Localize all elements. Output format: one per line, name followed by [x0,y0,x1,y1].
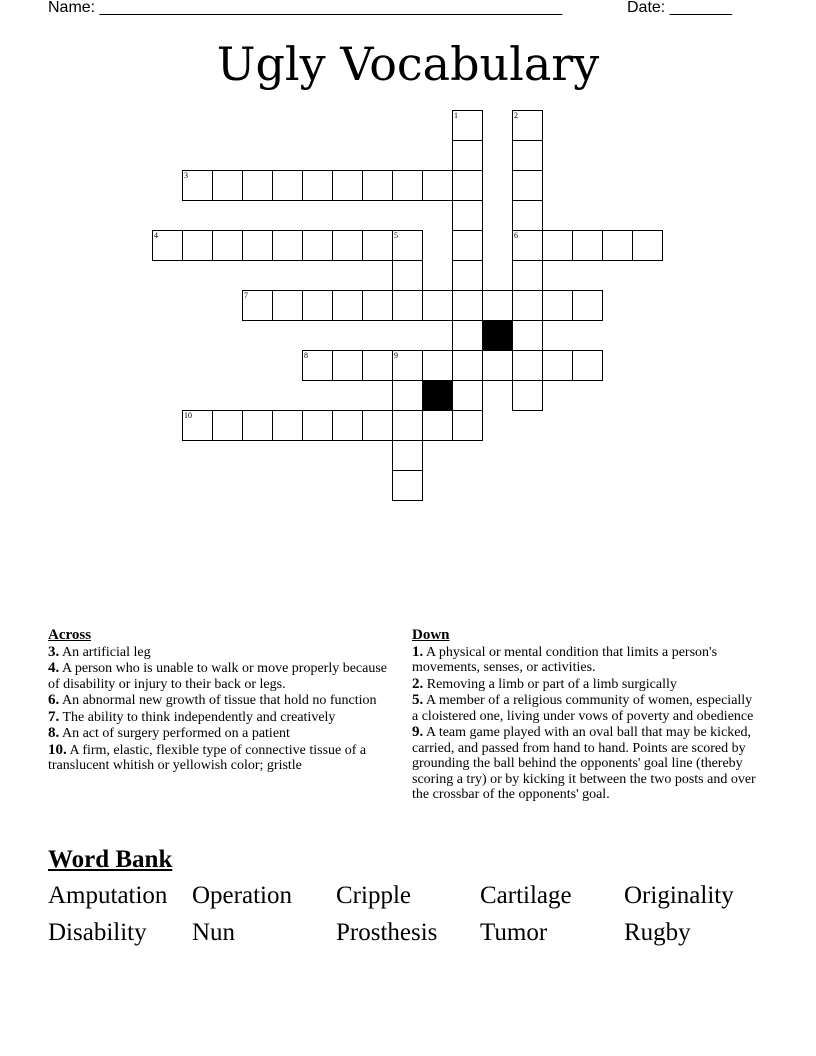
word-bank-item: Amputation [48,882,168,909]
grid-cell[interactable] [182,410,213,441]
grid-cell[interactable] [362,410,393,441]
grid-cell[interactable] [392,440,423,471]
word-bank [48,880,768,948]
grid-cell[interactable] [302,290,333,321]
grid-clue-number: 6 [514,231,518,240]
clue-number: 9. [412,724,424,740]
grid-cell[interactable] [512,320,543,351]
grid-cell[interactable] [272,170,303,201]
grid-cell[interactable] [482,290,513,321]
clue-text: A team game played with an oval ball that may be kicked, carried, and passed from hand to hand. Points are scored by grounding the ball behind the opponents' goal line (thereby scoring a try) or by kicking it between the two posts and over the crossbar of the opponents' goal. [412,725,756,802]
word-bank-item: Rugby [624,919,691,946]
grid-clue-number: 10 [184,411,192,420]
grid-cell[interactable] [512,260,543,291]
clue-text: A physical or mental condition that limits a person's movements, senses, or activities. [412,644,718,675]
clue-across [48,743,393,774]
down-heading: Down [412,627,450,643]
clue-down [412,645,757,676]
grid-clue-number: 8 [304,351,308,360]
grid-clue-number: 2 [514,111,518,120]
grid-cell[interactable] [452,230,483,261]
grid-cell[interactable] [542,230,573,261]
grid-cell[interactable] [332,410,363,441]
word-bank-title: Word Bank [48,846,173,873]
grid-cell[interactable] [152,230,183,261]
grid-cell[interactable] [452,410,483,441]
grid-cell[interactable] [392,230,423,261]
grid-cell[interactable] [362,170,393,201]
grid-cell[interactable] [422,350,453,381]
grid-cell[interactable] [512,140,543,171]
clue-number: 4. [48,660,60,676]
grid-cell[interactable] [332,170,363,201]
grid-clue-number: 9 [394,351,398,360]
grid-clue-number: 4 [154,231,158,240]
grid-cell[interactable] [242,230,273,261]
grid-cell[interactable] [542,290,573,321]
down-clues [412,628,757,804]
grid-cell[interactable] [452,200,483,231]
grid-clue-number: 3 [184,171,188,180]
grid-cell[interactable] [212,170,243,201]
grid-cell[interactable] [362,230,393,261]
grid-cell-black [482,320,513,351]
clue-down [412,693,757,724]
grid-cell[interactable] [272,290,303,321]
grid-cell[interactable] [332,350,363,381]
grid-cell[interactable] [362,350,393,381]
grid-cell[interactable] [392,350,423,381]
across-clues [48,628,393,775]
grid-cell[interactable] [512,230,543,261]
word-bank-item: Operation [192,882,292,909]
clue-text: Removing a limb or part of a limb surgically [426,676,677,692]
grid-clue-number: 5 [394,231,398,240]
clue-down [412,677,757,693]
clue-text: A firm, elastic, flexible type of connective tissue of a translucent whitish or yellowish color; gristle [48,742,367,773]
grid-cell[interactable] [302,410,333,441]
word-bank-item: Prosthesis [336,919,438,946]
across-heading: Across [48,627,92,643]
grid-cell[interactable] [242,410,273,441]
grid-cell[interactable] [272,410,303,441]
clue-number: 7. [48,708,60,725]
clue-text: A member of a religious community of women, especially a cloistered one, living under vows of poverty and obedience [412,693,754,724]
word-bank-item: Cartilage [480,882,572,909]
grid-cell[interactable] [512,200,543,231]
grid-cell[interactable] [512,290,543,321]
grid-cell[interactable] [602,230,633,261]
clue-down [412,725,757,803]
grid-cell[interactable] [452,170,483,201]
grid-cell[interactable] [242,290,273,321]
grid-cell[interactable] [422,290,453,321]
grid-cell[interactable] [272,230,303,261]
grid-cell[interactable] [332,230,363,261]
grid-cell[interactable] [392,470,423,501]
page-title: Ugly Vocabulary [216,37,600,91]
grid-cell[interactable] [452,110,483,141]
clue-number: 5. [412,692,424,708]
word-bank-item: Tumor [480,919,548,946]
grid-clue-number: 1 [454,111,458,120]
clue-text: An act of surgery performed on a patient [61,726,290,741]
clue-across [48,726,393,742]
grid-cell[interactable] [422,410,453,441]
grid-cell[interactable] [422,170,453,201]
clue-across [48,693,393,709]
clue-across [48,710,393,726]
grid-cell[interactable] [392,380,423,411]
grid-cell[interactable] [302,170,333,201]
grid-cell[interactable] [572,230,603,261]
word-bank-item: Disability [48,919,147,946]
clue-number: 1. [412,643,424,660]
grid-cell[interactable] [452,140,483,171]
grid-cell[interactable] [452,380,483,411]
clue-number: 2. [412,675,424,692]
grid-cell[interactable] [212,230,243,261]
grid-cell[interactable] [182,170,213,201]
grid-cell[interactable] [572,350,603,381]
clue-number: 6. [48,692,60,708]
grid-cell[interactable] [362,290,393,321]
clue-across [48,661,393,692]
grid-cell[interactable] [392,260,423,291]
grid-cell[interactable] [542,350,573,381]
grid-cell[interactable] [302,230,333,261]
grid-cell[interactable] [452,350,483,381]
grid-cell[interactable] [482,350,513,381]
clue-number: 10. [48,741,67,758]
grid-cell[interactable] [392,410,423,441]
grid-cell[interactable] [392,170,423,201]
date-field-label: Date: _______ [627,0,732,16]
grid-cell-black [422,380,453,411]
grid-cell[interactable] [632,230,663,261]
grid-cell[interactable] [572,290,603,321]
grid-cell[interactable] [242,170,273,201]
grid-cell[interactable] [392,290,423,321]
grid-cell[interactable] [302,350,333,381]
grid-cell[interactable] [452,320,483,351]
grid-cell[interactable] [332,290,363,321]
clue-text: An artificial leg [61,644,151,660]
grid-cell[interactable] [512,380,543,411]
word-bank-item: Originality [624,882,734,909]
grid-cell[interactable] [512,110,543,141]
clue-text: The ability to think independently and creatively [62,709,336,725]
clue-number: 8. [48,725,60,741]
grid-cell[interactable] [512,170,543,201]
word-bank-item: Cripple [336,882,411,909]
grid-cell[interactable] [182,230,213,261]
grid-cell[interactable] [212,410,243,441]
clue-text: A person who is unable to walk or move properly because of disability or injury to their back or legs. [48,661,388,692]
grid-cell[interactable] [452,290,483,321]
clue-text: An abnormal new growth of tissue that hold no function [61,693,377,708]
word-bank-item: Nun [192,919,236,946]
clue-across [48,645,393,661]
grid-clue-number: 7 [244,291,248,300]
clue-number: 3. [48,643,60,660]
grid-cell[interactable] [512,350,543,381]
name-field-label: Name: ____________________________________________________ [48,0,563,16]
grid-cell[interactable] [452,260,483,291]
